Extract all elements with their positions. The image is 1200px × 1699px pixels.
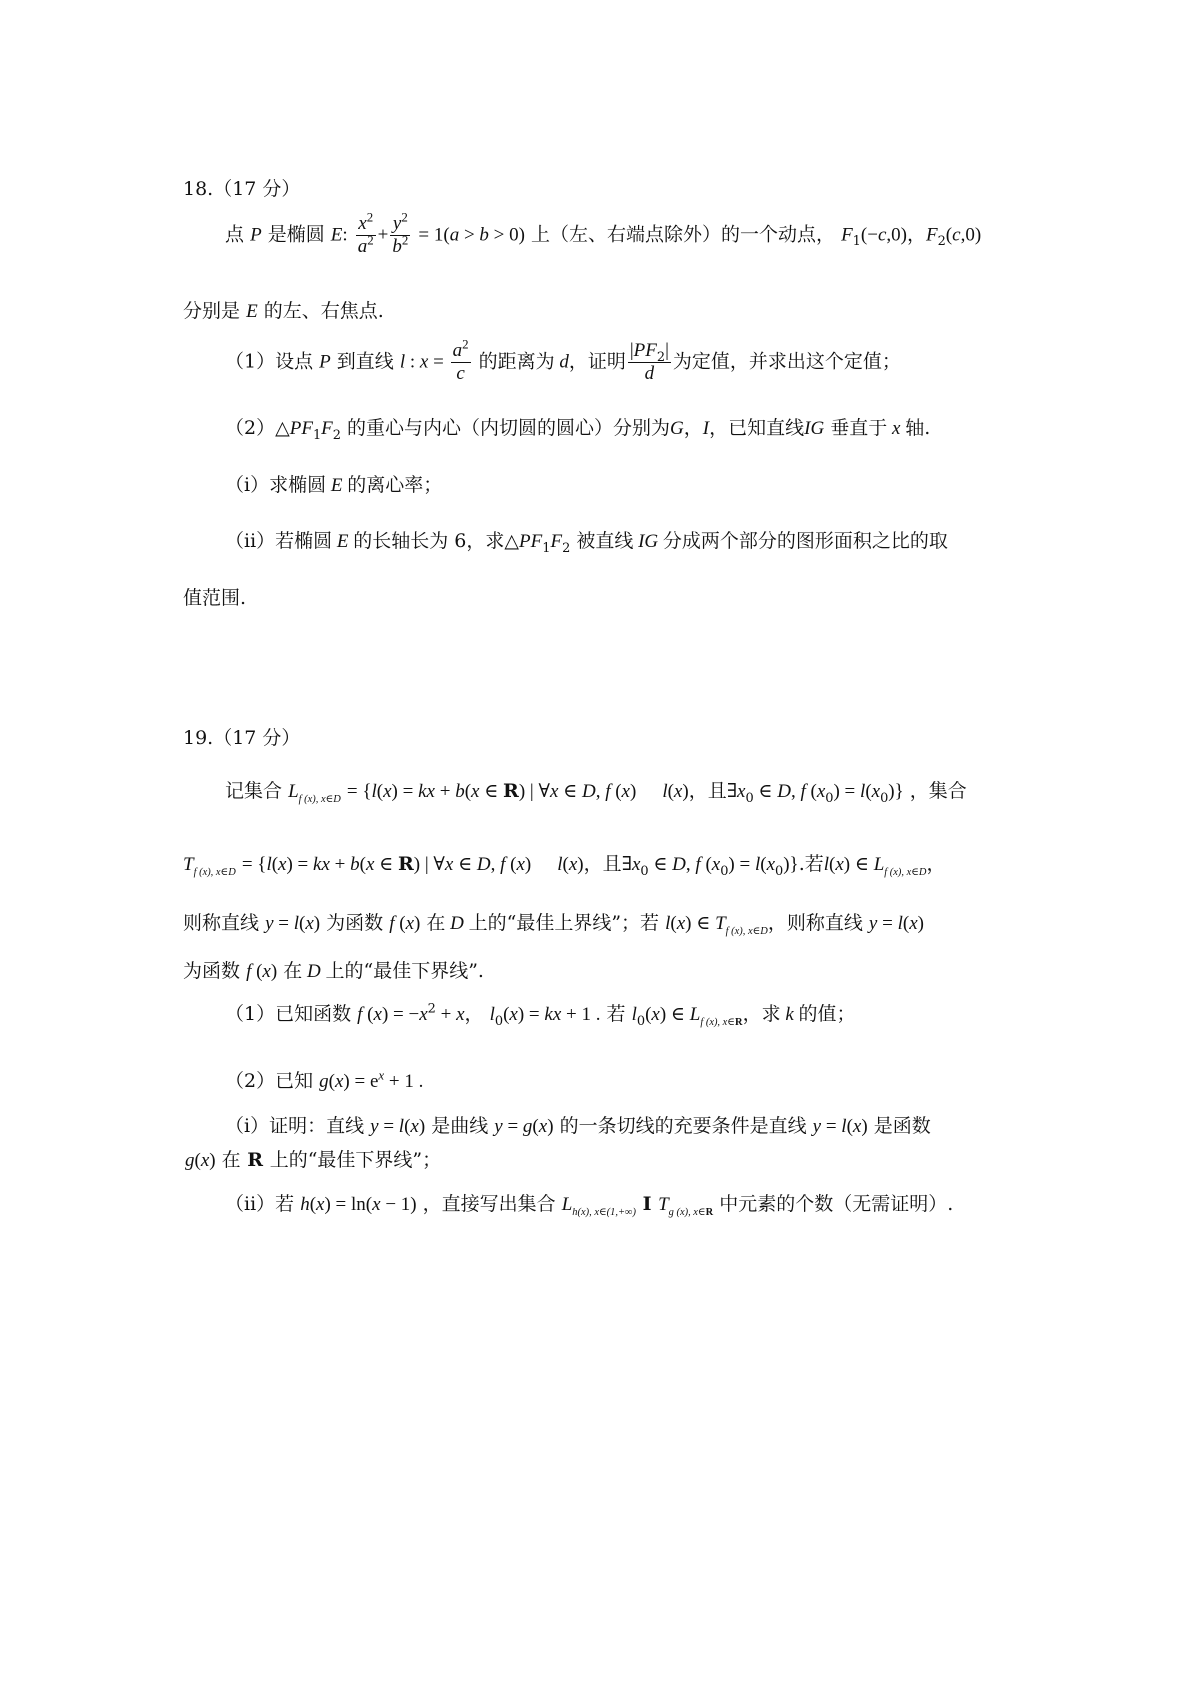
q19-part2-i-line1: （ⅰ）证明：直线 y = l(x) 是曲线 y = g(x) 的一条切线的充要条件是直线 y = l(x) 是函数: [225, 1115, 931, 1137]
q18-part2-i: （ⅰ）求椭圆 E 的离心率；: [225, 474, 443, 496]
q19-def-line2: $T_{f (x), x\in D} = \{l(x)$ = kx + b(x ∈ R) | ∀x ∈ D, f (x) l(x)，且$\exists x_0$ ∈ D, f $(x_0) = l(x_0)$}.若l(x) ∈ $L_{f (x), x\in D}$，: [183, 853, 946, 879]
q19-def-line1: 记集合 $L_{f (x), x\in D} = \{l(x)$ = kx + b(x ∈ R) | ∀x ∈ D, f (x) l(x)，且$\exists x_0$ ∈ D, f $(x_0) = l(x_0)$} ，集合: [225, 780, 967, 806]
q19-part2: （2）已知 $g(x) = e^x + 1$ .: [225, 1067, 424, 1092]
q19-part2-i-line2: g(x) 在 R 上的“最佳下界线”；: [185, 1149, 442, 1171]
q18-part2-ii-cont: 值范围.: [183, 587, 247, 609]
q18-part2-ii: （ⅱ）若椭圆 E 的长轴长为 6，求$\triangle PF_1F_2$ 被直线 IG 分成两个部分的图形面积之比的取: [225, 530, 948, 556]
q18-header: [183, 178, 300, 202]
q19-header-text: 19.（17 分）: [183, 727, 301, 749]
fraction-pf2-d: $\frac{|PF_2|}{d}$: [629, 340, 669, 384]
q18-intro-line1: 点 P 是椭圆 E: $\frac{x^2}{a^2}$ + $\frac{y^2}{b^2}$ = 1(a > b > 0) 上（左、右端点除外）的一个动点， $F_1(-c,0)$，$F_2(c,0)$: [225, 209, 982, 257]
fraction-x2-a2: $\frac{x^2}{a^2}$: [357, 209, 374, 257]
q18-header-text: 18.（17 分）: [183, 178, 301, 200]
q19-call-line2: 为函数 f (x) 在 D 上的“最佳下界线”.: [183, 960, 484, 982]
q19-part1: （1）已知函数 f $(x) = -x^2 + x$， $l_0(x)$ = kx + 1 . 若 $l_0(x)$ ∈ $L_{f (x), x\in R}$，求 k 的值；: [225, 1001, 856, 1029]
q18-intro-line2: 分别是 E 的左、右焦点.: [183, 300, 384, 322]
q18-part2: $(2)\triangle PF_1F_2$ 的重心与内心（内切圆的圆心）分别为G，I，已知直线IG 垂直于 x 轴.: [225, 417, 931, 443]
q19-part2-ii: （ⅱ）若 h(x) = ln(x − 1) ，直接写出集合 $L_{h(x), x\in(1,+\infty)}$ I $T_{g (x), x\in R}$ 中元素的个数（无需证明）.: [225, 1193, 954, 1218]
q18-part1: （1）设点 P 到直线 l : x = $\frac{a^2}{c}$ 的距离为 d，证明 $\frac{|PF_2|}{d}$ 为定值，并求出这个定值；: [225, 336, 901, 384]
q19-header: [183, 727, 300, 751]
fraction-y2-b2: $\frac{y^2}{b^2}$: [392, 209, 409, 257]
fraction-a2-c: $\frac{a^2}{c}$: [452, 336, 469, 384]
q19-call-line1: 则称直线 y = l(x) 为函数 f (x) 在 D 上的“最佳上界线”；若 l(x) ∈ $T_{f (x), x\in D}$，则称直线 y = l(x): [183, 912, 924, 937]
